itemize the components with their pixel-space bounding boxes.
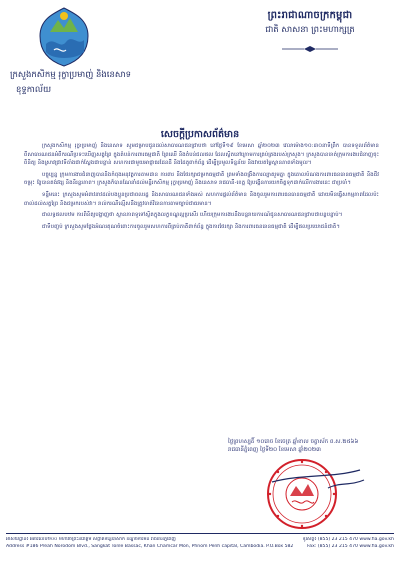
paragraph: ក្រសួងកសិកម្ម រុក្ខាប្រមាញ់ និងនេសាទ សូមជម្រាបជូនដល់សាធារណជនជ្រាបថា នៅថ្ងៃទី១៩ ខែមេសា ឆ្នាំ២០២៣ វេលាម៉ោង១០:៣០នាទីព្រឹក បានទទួលព័ត៌មានពីសាធារណជនអំពីករណីប្រទះឃើញសត្វព្រៃ ក្នុងតំបន់ការពារធម្មជាតិ ព្រៃឈើ និងតំបន់ជលផល ដែលស្ថិតនៅក្រោមការគ្រប់គ្រងរបស់ក្រសួង។ ក្រសួងបានចាត់ក្រុមការងារជំនាញចុះពិនិត្យ និងស្រាវជ្រាវទីតាំងជាក់ស្តែងជាបន្ទាន់ សហការជាមួយអាជ្ញាធរដែនដី និងដៃគូពាក់ព័ន្ធ ដើម្បីប្រមូលទិន្នន័យ និងវាយតម្លៃស្ថានភាពទាំងមូល។ <box>24 143 379 167</box>
footer-address-khmer: អាសយដ្ឋាន៖ អគារលេខ២០០ មហាវិថីព្រះនរោត្តម សង្កាត់ទន្លេបាសាក់ ខណ្ឌចំការមន រាជធានីភ្នំពេញ <box>6 537 176 542</box>
footer-address-english: Address #186 Preah Norodom Blvd., Sangkat Tonle Bassac, Khan Chamcar Mon, Phnom Penh capital, Cambodia. P.O.Box 582 <box>6 543 294 549</box>
footer-contact-khmer: ទូរស័ព្ទ៖ (855) 23 215 470 www.fia.gov.kh <box>302 537 394 542</box>
footer <box>6 537 394 550</box>
paragraph: ជាលទ្ធផលបឋម ការពិនិត្យបង្ហាញថា ស្ថានភាពទូទៅស្ថិតក្នុងលក្ខខណ្ឌល្អប្រសើរ ហើយក្រុមការងារនឹងបន្តរាយការណ៍ជូនសាធារណជនជ្រាបជាបន្តបន្ទាប់។ <box>42 212 343 219</box>
paragraph: ទន្ទឹមនេះ ក្រសួងសូមអំពាវនាវដល់បងប្អូនប្រជាពលរដ្ឋ និងសាធារណជនទាំងអស់ សហការផ្តល់ព័ត៌មាន និងចូលរួមការពារធនធានធម្មជាតិ ដោយមិនធ្វើសកម្មភាពដែលប៉ះពាល់ដល់សត្វព្រៃ និងជម្រករបស់វា។ រាល់ករណីល្មើសនឹងត្រូវចាត់វិធានការតាមច្បាប់ជាធរមាន។ <box>24 191 379 207</box>
ministry-logo <box>36 6 92 68</box>
official-seal <box>232 452 382 532</box>
date-lunar: ថ្ងៃព្រហស្បតិ៍ ១០រោច ខែចេត្រ ឆ្នាំខាល ចត្វាស័ក ព.ស.២៥៦៦ <box>228 439 359 445</box>
header-block <box>220 8 400 56</box>
date-solar: រាជធានីភ្នំពេញ ថ្ងៃទី២០ ខែមេសា ឆ្នាំ២០២៣ <box>228 447 321 453</box>
ministry-name: ក្រសួងកសិកម្ម រុក្ខាប្រមាញ់ និងនេសាទ <box>10 70 132 80</box>
footer-divider <box>6 533 394 534</box>
paragraph: បច្ចុប្បន្ន ក្រុមការងារជំនាញបាននិងកំពុងអនុវត្តការតាមដាន ការពារ និងថែរក្សាជម្រកធម្មជាតិ ព្រមទាំងពង្រឹងការល្បាតរួមគ្នា ក្នុងគោលបំណងការពារធនធានធម្មជាតិ និងជីវចម្រុះ ឱ្យបានគង់វង្ស និងនិរន្តរភាព។ ក្រសួងក៏បានណែនាំដល់មន្ទីរកសិកម្ម រុក្ខាប្រមាញ់ និងនេសាទ រាជធានី-ខេត្ត ឱ្យបង្កើនការយកចិត្តទុកដាក់លើការងារនេះ ជាប្រចាំ។ <box>24 171 379 187</box>
document-title: សេចក្តីប្រកាសព័ត៌មាន <box>160 129 240 140</box>
footer-contact-english: Fax: (855) 23 215 470 www.fia.gov.kh <box>307 543 394 549</box>
body-text <box>24 142 379 234</box>
ministry-block <box>10 70 185 97</box>
national-motto: ជាតិ សាសនា ព្រះមហាក្សត្រ <box>265 25 355 35</box>
paragraph: ជាទីបញ្ចប់ ក្រសួងសូមថ្លែងអំណរគុណចំពោះការចូលរួមសហការពីគ្រប់ភាគីពាក់ព័ន្ធ ក្នុងការថែរក្សា និងការពារធនធានធម្មជាតិ ដើម្បីផលប្រយោជន៍ជាតិ។ <box>42 223 340 230</box>
ministry-department: ខុទ្ទកាល័យ <box>16 85 52 95</box>
ornament-divider <box>282 46 338 52</box>
kingdom-title: ព្រះរាជាណាចក្រកម្ពុជា <box>267 10 353 21</box>
